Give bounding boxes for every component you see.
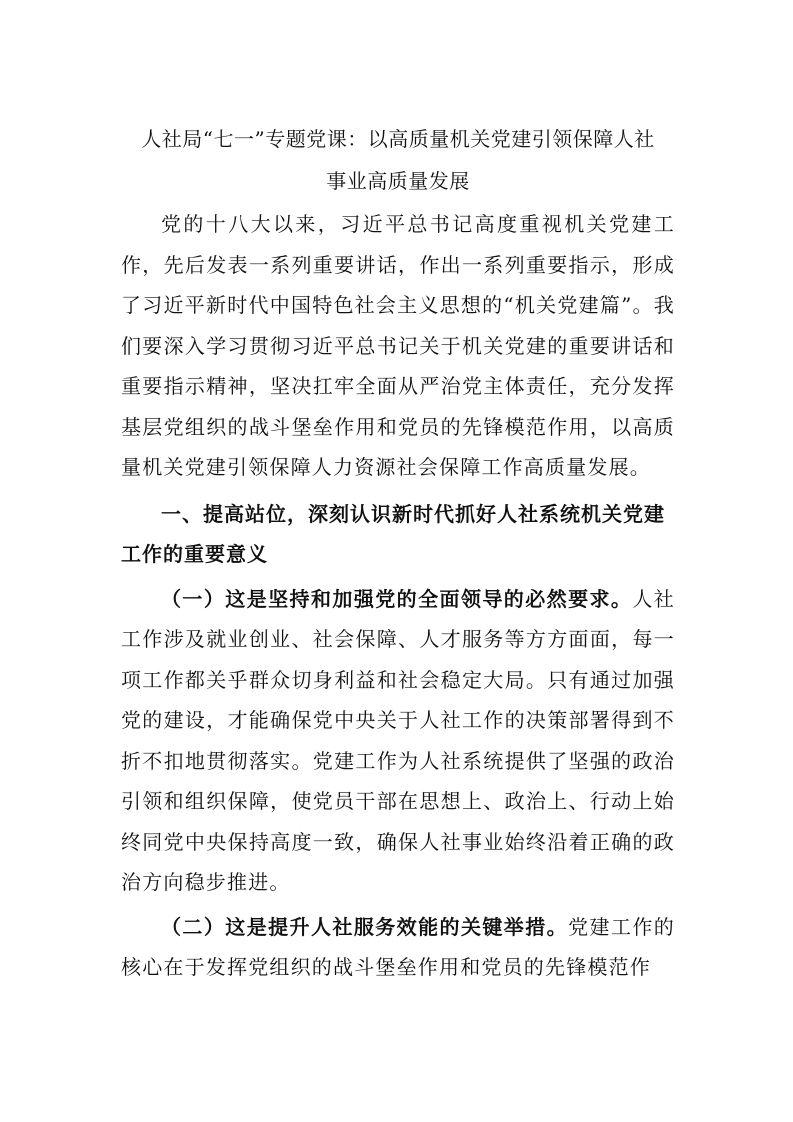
section-1-heading: 一、提高站位，深刻认识新时代抓好人社系统机关党建工作的重要意义 — [121, 501, 665, 566]
document-title — [121, 118, 675, 202]
paragraph-2-lead: （二）这是提升人社服务效能的关键举措。 — [161, 914, 569, 939]
document-body — [121, 118, 675, 988]
paragraph-1-body: 人社工作涉及就业创业、社会保障、人才服务等方方面面，每一项工作都关乎群众切身利益和社会稳定大局。只有通过加强党的建设，才能确保党中央关于人社工作的决策部署得到不折不扣地贯彻落实。党建工作为人社系统提供了坚强的政治引领和组织保障，使党员干部在思想上、政治上、行动上始终同党中央保持高度一致，确保人社事业始终沿着正确的政治方向稳步推进。 — [121, 586, 676, 894]
intro-paragraph: 党的十八大以来，习近平总书记高度重视机关党建工作，先后发表一系列重要讲话，作出一系列重要指示，形成了习近平新时代中国特色社会主义思想的“机关党建篇”。我们要深入学习贯彻习近平总书记关于机关党建的重要讲话和重要指示精神，坚决扛牢全面从严治党主体责任，充分发挥基层党组织的战斗堡垒作用和党员的先锋模范作用，以高质量机关党建引领保障人力资源社会保障工作高质量发展。 — [121, 212, 675, 479]
paragraph-1-lead: （一）这是坚持和加强党的全面领导的必然要求。 — [161, 586, 633, 611]
paragraph-2 — [121, 907, 675, 988]
title-line-1: 人社局“七一”专题党课：以高质量机关党建引领保障人社 — [141, 127, 655, 151]
title-line-2: 事业高质量发展 — [326, 169, 470, 193]
paragraph-2-body: 党建工作的核心在于发挥党组织的战斗堡垒作用和党员的先锋模范作 — [121, 914, 675, 979]
paragraph-1 — [121, 579, 675, 903]
